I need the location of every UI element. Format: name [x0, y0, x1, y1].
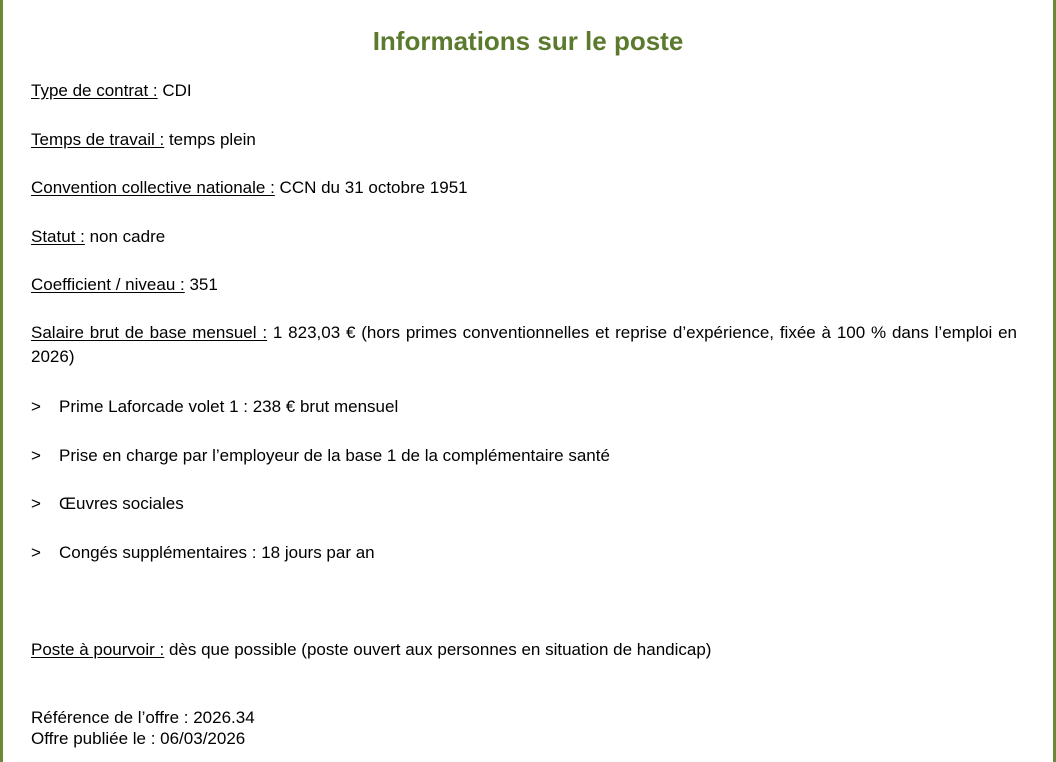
- benefit-text: Prise en charge par l’employeur de la base 1 de la complémentaire santé: [59, 446, 610, 465]
- benefit-item: [31, 395, 398, 419]
- field-label: Type de contrat :: [31, 81, 158, 100]
- benefit-text: Prime Laforcade volet 1 : 238 € brut mensuel: [59, 397, 399, 416]
- field-convention: [31, 176, 468, 200]
- field-value: dès que possible (poste ouvert aux personnes en situation de handicap): [164, 640, 712, 659]
- bullet-marker: >: [31, 446, 41, 465]
- field-statut: [31, 225, 165, 249]
- field-type-contrat: [31, 79, 192, 103]
- field-label: Poste à pourvoir :: [31, 640, 165, 659]
- field-poste-a-pourvoir: [31, 638, 711, 662]
- bullet-marker: >: [31, 494, 41, 513]
- benefit-item: [31, 492, 184, 516]
- field-label: Temps de travail :: [31, 130, 165, 149]
- benefit-text: Congés supplémentaires : 18 jours par an: [59, 543, 375, 562]
- offer-published-date: Offre publiée le : 06/03/2026: [31, 729, 246, 748]
- page-title: Informations sur le poste: [372, 26, 684, 56]
- field-value: 1 823,03 € (hors primes conventionnelles et reprise d’expérience, fixée à 100 % dans l’emploi en 2026): [31, 323, 1017, 366]
- field-value: CDI: [157, 81, 192, 100]
- benefit-item: [31, 541, 375, 565]
- field-label: Salaire brut de base mensuel :: [31, 323, 268, 342]
- field-value: 351: [184, 275, 218, 294]
- field-coefficient: [31, 273, 218, 297]
- field-label: Statut :: [31, 227, 85, 246]
- field-label: Coefficient / niveau :: [31, 275, 185, 294]
- benefit-text: Œuvres sociales: [59, 494, 184, 513]
- offer-reference: Référence de l’offre : 2026.34: [31, 708, 255, 727]
- field-temps-travail: [31, 128, 256, 152]
- field-label: Convention collective nationale :: [31, 178, 275, 197]
- field-value: CCN du 31 octobre 1951: [274, 178, 468, 197]
- bullet-marker: >: [31, 543, 41, 562]
- field-value: temps plein: [164, 130, 256, 149]
- bullet-marker: >: [31, 397, 41, 416]
- field-salaire: [31, 321, 1017, 369]
- field-value: non cadre: [84, 227, 166, 246]
- benefit-item: [31, 444, 610, 468]
